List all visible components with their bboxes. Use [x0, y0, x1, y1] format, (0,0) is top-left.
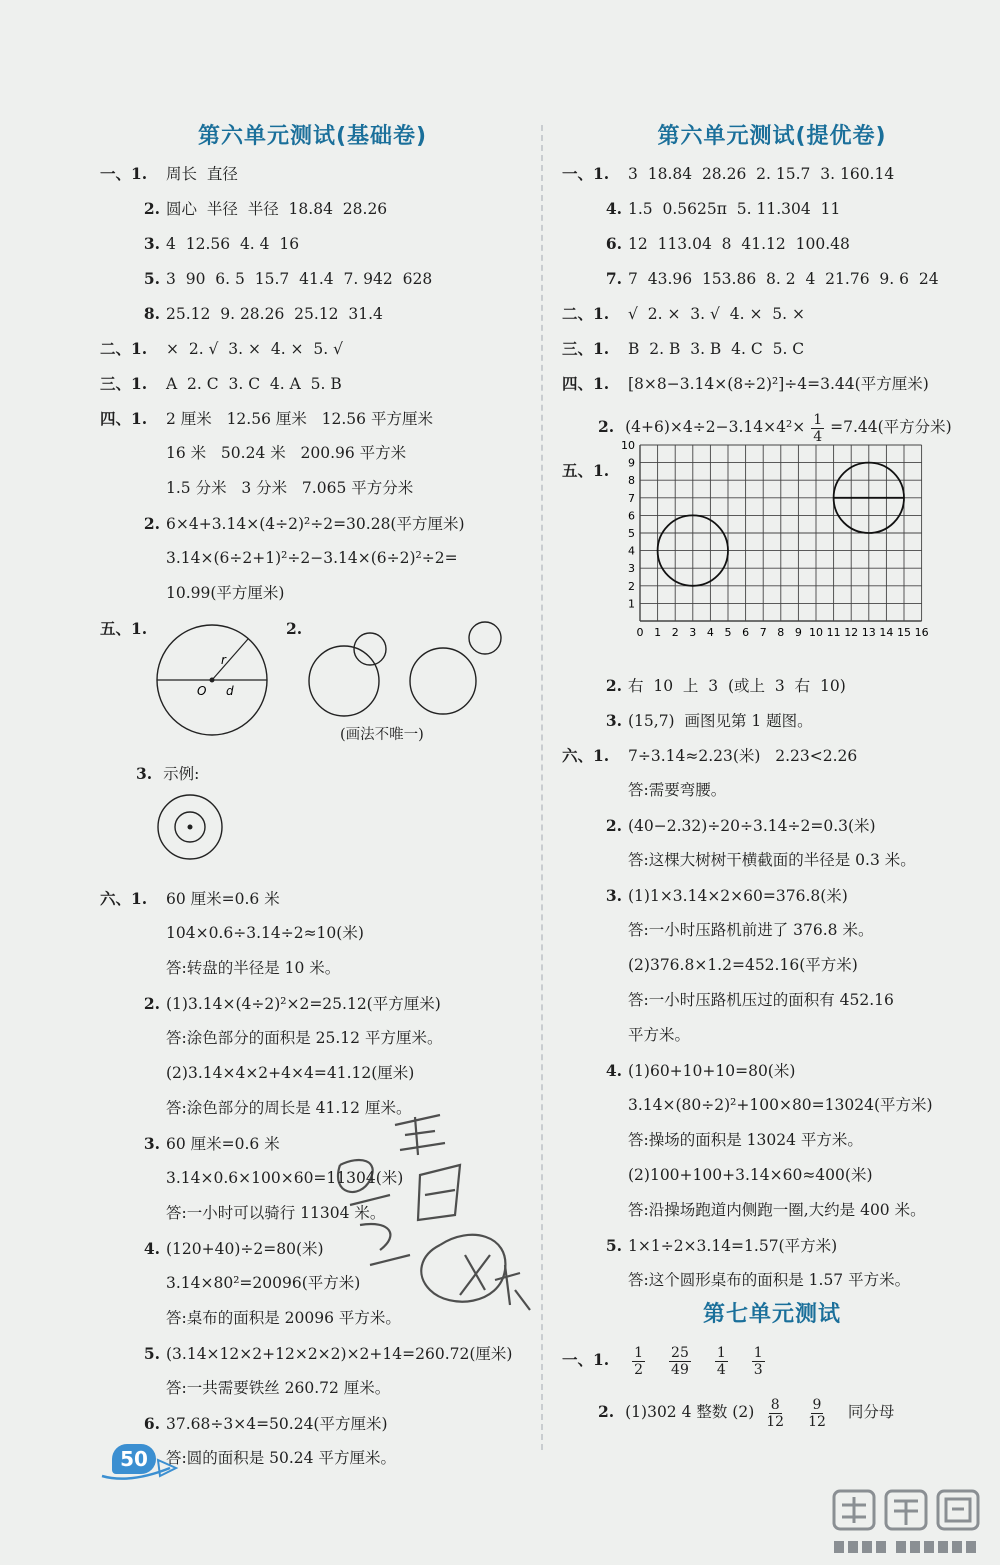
grid-label: 五、1. — [562, 461, 610, 480]
answer-text: 37.68÷3×4=50.24(平方厘米) — [166, 1415, 388, 1433]
answer-line — [100, 1336, 525, 1371]
answer-text: (2)376.8×1.2=452.16(平方米) — [628, 956, 858, 974]
q4-2-post: =7.44(平方分米) — [830, 418, 952, 436]
x-tick-label: 1 — [654, 626, 662, 639]
answer-line — [562, 703, 982, 738]
concentric-circles — [100, 791, 525, 866]
question-number: 2. — [143, 199, 160, 218]
right-title-2: 第七单元测试 — [702, 1302, 841, 1327]
x-tick-label: 3 — [689, 626, 697, 639]
answer-line — [562, 1193, 982, 1228]
x-tick-label: 16 — [914, 626, 929, 639]
answer-line — [100, 296, 525, 331]
answer-line — [100, 226, 525, 261]
right-title: 第六单元测试(提优卷) — [657, 124, 887, 149]
answer-text: (120+40)÷2=80(米) — [166, 1240, 324, 1258]
x-tick-label: 4 — [706, 626, 714, 639]
answer-line — [100, 576, 525, 611]
x-tick-label: 15 — [897, 626, 911, 639]
answer-line — [100, 331, 525, 366]
fig5-circles — [100, 611, 525, 756]
answer-text: B 2. B 3. B 4. C 5. C — [628, 340, 805, 358]
y-tick-label: 2 — [628, 579, 635, 593]
answer-text: 3.14×0.6×100×60=11304(米) — [166, 1169, 404, 1187]
fig5-label3: 3. — [136, 764, 153, 783]
answer-text: 4 12.56 4. 4 16 — [166, 235, 300, 253]
answer-line — [562, 878, 982, 913]
fraction — [715, 1345, 728, 1378]
fraction — [752, 1345, 765, 1378]
q4-2-pre: (4+6)×4÷2−3.14×4²× — [625, 418, 806, 436]
answer-line — [562, 1263, 982, 1298]
answer-line — [100, 436, 525, 471]
answer-text: 答:涂色部分的周长是 41.12 厘米。 — [166, 1099, 412, 1117]
answer-text: (3.14×12×2+12×2×2)×2+14=260.72(厘米) — [166, 1345, 513, 1363]
answer-text: 60 厘米=0.6 米 — [166, 890, 280, 908]
x-tick-label: 10 — [809, 626, 823, 639]
answer-text: 7 43.96 153.86 8. 2 4 21.76 9. 6 24 — [628, 270, 939, 288]
x-tick-label: 11 — [826, 626, 841, 639]
answer-line — [100, 541, 525, 576]
question-number: 7. — [605, 269, 622, 288]
question-number: 5. — [143, 269, 160, 288]
fraction-denominator: 2 — [634, 1361, 644, 1378]
answer-text: 平方米。 — [628, 1026, 691, 1044]
answer-text: 12 113.04 8 41.12 100.48 — [628, 235, 850, 253]
answer-text: 7÷3.14≈2.23(米) 2.23<2.26 — [628, 747, 858, 765]
answer-text: 答:涂色部分的面积是 25.12 平方厘米。 — [166, 1029, 443, 1047]
question-number: 三、1. — [562, 339, 610, 358]
x-tick-label: 12 — [844, 626, 859, 639]
q7-1-label: 一、1. — [562, 1350, 610, 1369]
coordinate-grid — [562, 439, 982, 668]
left-title: 第六单元测试(基础卷) — [197, 124, 428, 149]
x-tick-label: 5 — [724, 626, 732, 639]
right-answer-lines — [562, 156, 982, 401]
fraction — [808, 1397, 826, 1430]
q4-2-fraction — [811, 412, 824, 445]
y-tick-label: 10 — [621, 439, 635, 452]
fraction — [766, 1397, 784, 1430]
question-number: 六、1. — [562, 746, 610, 765]
q7-1-fractions — [620, 1344, 777, 1378]
answer-text: 答:这个圆形桌布的面积是 1.57 平方米。 — [628, 1271, 911, 1289]
label-r: r — [221, 653, 226, 667]
small-circle-b — [469, 622, 501, 654]
answer-text: (2)3.14×4×2+4×4=41.12(厘米) — [166, 1064, 415, 1082]
radius-line — [212, 639, 248, 680]
answer-line — [100, 261, 525, 296]
big-circle-a — [309, 646, 379, 716]
answer-line — [562, 261, 982, 296]
fig5-label2: 2. — [286, 619, 303, 638]
y-tick-label: 5 — [628, 527, 635, 540]
answer-line — [100, 506, 525, 541]
answer-text: 答:圆的面积是 50.24 平方厘米。 — [166, 1449, 396, 1467]
answer-line — [562, 156, 982, 191]
fig5-example: 示例: — [163, 765, 200, 783]
answer-text: 3.14×(6÷2+1)²÷2−3.14×(6÷2)²÷2= — [166, 549, 458, 567]
q4-2-den: 4 — [813, 428, 823, 445]
answer-text: A 2. C 3. C 4. A 5. B — [166, 375, 342, 393]
answer-text: [8×8−3.14×(8÷2)²]÷4=3.44(平方厘米) — [628, 375, 929, 393]
answer-text: 圆心 半径 半径 18.84 28.26 — [166, 200, 388, 218]
q7-2-line — [562, 1386, 982, 1438]
question-number: 3. — [605, 886, 622, 905]
answer-line — [562, 668, 982, 703]
fig5-label1: 五、1. — [100, 619, 148, 638]
answer-text: 答:一共需要铁丝 260.72 厘米。 — [166, 1379, 391, 1397]
answer-text: 104×0.6÷3.14÷2≈10(米) — [166, 924, 364, 942]
answer-line — [100, 1056, 525, 1091]
question-number: 4. — [605, 199, 622, 218]
answer-line — [100, 1371, 525, 1406]
y-tick-label: 7 — [628, 491, 635, 505]
answer-text: 10.99(平方厘米) — [166, 584, 285, 602]
fraction-denominator: 3 — [753, 1361, 763, 1378]
answer-text: 1×1÷2×3.14=1.57(平方米) — [628, 1237, 838, 1255]
q4-2-num: 1 — [813, 411, 823, 428]
q7-1-line — [562, 1334, 982, 1386]
answer-text: 25.12 9. 28.26 25.12 31.4 — [166, 305, 383, 323]
answer-line — [562, 948, 982, 983]
question-number: 2. — [605, 676, 622, 695]
answer-line — [100, 191, 525, 226]
answer-line — [100, 1021, 525, 1056]
question-number: 三、1. — [100, 374, 148, 393]
y-tick-label: 1 — [628, 597, 635, 611]
answer-line — [562, 1228, 982, 1263]
q4-2-label: 2. — [598, 417, 615, 436]
fraction-denominator: 12 — [766, 1413, 785, 1430]
question-number: 一、1. — [100, 164, 148, 183]
answer-text: 答:一小时压路机前进了 376.8 米。 — [628, 921, 874, 939]
question-number: 一、1. — [562, 164, 610, 183]
label-o: O — [197, 684, 207, 698]
center-dot — [210, 678, 215, 683]
x-tick-label: 0 — [636, 626, 644, 639]
question-number: 4. — [143, 1239, 160, 1258]
answer-text: 60 厘米=0.6 米 — [166, 1135, 280, 1153]
x-tick-label: 13 — [861, 626, 876, 639]
question-number: 5. — [143, 1344, 160, 1363]
answer-line — [562, 843, 982, 878]
answer-line — [100, 156, 525, 191]
question-number: 3. — [143, 1134, 160, 1153]
question-number: 3. — [605, 711, 622, 730]
answer-text: 1.5 分米 3 分米 7.065 平方分米 — [166, 479, 414, 497]
fig5-example-line — [100, 756, 525, 791]
x-tick-label: 9 — [794, 626, 802, 639]
y-tick-label: 6 — [628, 509, 635, 523]
fraction-denominator: 4 — [716, 1361, 726, 1378]
answer-line — [562, 983, 982, 1018]
label-d: d — [226, 684, 234, 698]
answer-line — [562, 296, 982, 331]
answer-text: 3.14×(80÷2)²+100×80=13024(平方米) — [628, 1096, 933, 1114]
fraction-numerator: 9 — [812, 1396, 822, 1413]
question-number: 6. — [143, 1414, 160, 1433]
answer-line — [562, 1088, 982, 1123]
fraction — [632, 1345, 645, 1378]
answer-text: 周长 直径 — [166, 165, 238, 183]
q7-2-pre: (1)302 4 整数 (2) — [625, 1403, 755, 1421]
answer-line — [100, 366, 525, 401]
x-tick-label: 14 — [879, 626, 894, 639]
grid-section — [562, 439, 982, 668]
q7-2-fractions — [754, 1396, 838, 1430]
fraction-numerator: 1 — [634, 1344, 644, 1361]
fig-section-5 — [100, 611, 525, 756]
answer-text: (1)60+10+10=80(米) — [628, 1062, 796, 1080]
answer-text: 3 90 6. 5 15.7 41.4 7. 942 628 — [166, 270, 433, 288]
answer-line — [562, 366, 982, 401]
question-number: 6. — [605, 234, 622, 253]
answer-line — [100, 916, 525, 951]
answer-text: 答:一小时压路机压过的面积有 452.16 — [628, 991, 894, 1009]
fraction-numerator: 1 — [716, 1344, 726, 1361]
question-number: 4. — [605, 1061, 622, 1080]
question-number: 六、1. — [100, 889, 148, 908]
corner-logo — [828, 1485, 993, 1560]
answer-line — [562, 1123, 982, 1158]
answer-line — [562, 1018, 982, 1053]
concentric-center-dot — [188, 825, 193, 830]
answer-line — [562, 226, 982, 261]
y-tick-label: 3 — [628, 562, 635, 576]
fig5-note: (画法不唯一) — [340, 727, 424, 743]
answer-line — [562, 191, 982, 226]
answer-text: 6×4+3.14×(4÷2)²÷2=30.28(平方厘米) — [166, 515, 465, 533]
answer-line — [100, 951, 525, 986]
answer-text: 答:沿操场跑道内侧跑一圈,大约是 400 米。 — [628, 1201, 926, 1219]
answer-line — [562, 1053, 982, 1088]
answer-line — [562, 1158, 982, 1193]
answer-text: (1)3.14×(4÷2)²×2=25.12(平方厘米) — [166, 995, 441, 1013]
question-number: 四、1. — [562, 374, 610, 393]
question-number: 二、1. — [100, 339, 148, 358]
page-number-badge: 50 — [112, 1444, 156, 1474]
answer-text: 答:操场的面积是 13024 平方米。 — [628, 1131, 863, 1149]
answer-line — [562, 331, 982, 366]
answer-text: 右 10 上 3 (或上 3 右 10) — [628, 677, 846, 695]
column-divider — [541, 125, 543, 1450]
question-number: 5. — [605, 1236, 622, 1255]
answer-line — [100, 986, 525, 1021]
answer-text: 2 厘米 12.56 厘米 12.56 平方厘米 — [166, 410, 433, 428]
y-tick-label: 8 — [628, 474, 635, 488]
answer-text: (40−2.32)÷20÷3.14÷2=0.3(米) — [628, 817, 876, 835]
question-number: 二、1. — [562, 304, 610, 323]
question-number: 2. — [605, 816, 622, 835]
answer-text: 3.14×80²=20096(平方米) — [166, 1274, 361, 1292]
answer-text: 3 18.84 28.26 2. 15.7 3. 160.14 — [628, 165, 895, 183]
question-number: 2. — [143, 514, 160, 533]
answer-line — [562, 738, 982, 773]
answer-text: 答:一小时可以骑行 11304 米。 — [166, 1204, 386, 1222]
x-tick-label: 8 — [777, 626, 785, 639]
answer-text: 答:桌布的面积是 20096 平方米。 — [166, 1309, 401, 1327]
x-tick-label: 2 — [671, 626, 679, 639]
q7-2-post: 同分母 — [847, 1403, 895, 1421]
answer-line — [562, 808, 982, 843]
question-number: 四、1. — [100, 409, 148, 428]
answer-text: (1)1×3.14×2×60=376.8(米) — [628, 887, 848, 905]
answer-text: 答:需要弯腰。 — [628, 781, 727, 799]
y-tick-label: 9 — [628, 456, 635, 470]
fraction-denominator: 49 — [671, 1361, 689, 1378]
answer-text: 16 米 50.24 米 200.96 平方米 — [166, 444, 407, 462]
answer-text: × 2. √ 3. × 4. × 5. √ — [166, 340, 343, 358]
x-tick-label: 6 — [742, 626, 750, 639]
fraction-denominator: 12 — [808, 1413, 826, 1430]
answer-text: 1.5 0.5625π 5. 11.304 11 — [628, 200, 841, 218]
x-tick-label: 7 — [759, 626, 767, 639]
question-number: 8. — [143, 304, 160, 323]
answer-line — [100, 881, 525, 916]
right-column — [562, 118, 982, 1438]
answer-text: 答:转盘的半径是 10 米。 — [166, 959, 341, 977]
fraction-numerator: 1 — [753, 1344, 763, 1361]
q7-2-label: 2. — [598, 1402, 615, 1421]
watermark-stamp — [300, 1105, 540, 1335]
fraction — [669, 1345, 691, 1378]
fraction-numerator: 25 — [671, 1344, 689, 1361]
answer-line — [562, 773, 982, 808]
answer-text: 答:这棵大树树干横截面的半径是 0.3 米。 — [628, 851, 916, 869]
answer-line — [100, 471, 525, 506]
question-number: 3. — [143, 234, 160, 253]
question-number: 2. — [143, 994, 160, 1013]
fraction-numerator: 8 — [770, 1396, 780, 1413]
y-tick-label: 4 — [628, 544, 635, 558]
answer-text: √ 2. × 3. √ 4. × 5. × — [628, 305, 805, 323]
big-circle-b — [410, 648, 476, 714]
right-answer-lines-after — [562, 668, 982, 1298]
answer-line — [562, 913, 982, 948]
answer-line — [100, 401, 525, 436]
left-answer-lines — [100, 156, 525, 611]
answer-line — [100, 1406, 525, 1441]
answer-text: (2)100+100+3.14×60≈400(米) — [628, 1166, 873, 1184]
answer-text: (15,7) 画图见第 1 题图。 — [628, 712, 813, 730]
page-number — [100, 1438, 180, 1482]
